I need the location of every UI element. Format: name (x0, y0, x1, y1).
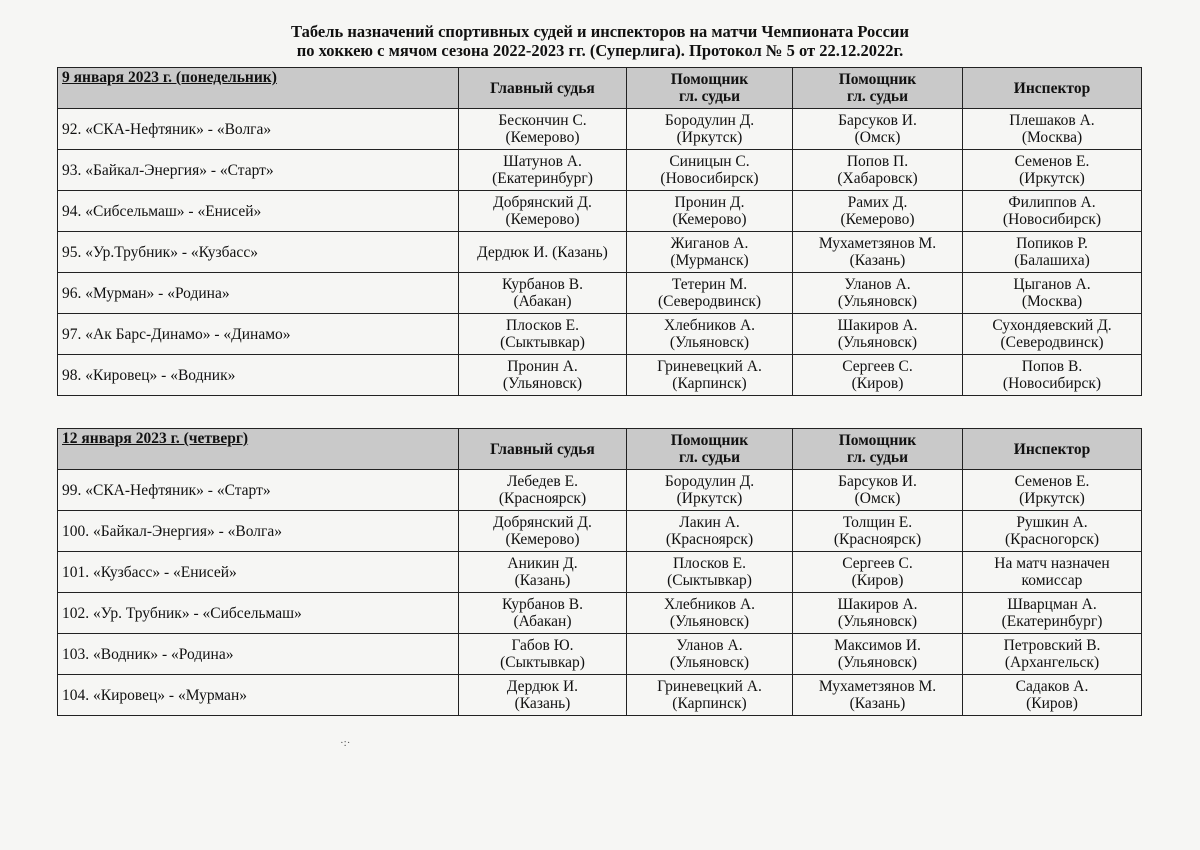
assistant-2-cell: Сергеев С. (Киров) (793, 355, 963, 396)
table-header-row (58, 429, 1142, 470)
schedule-table-day1 (57, 67, 1142, 396)
table-header-row (58, 68, 1142, 109)
main-referee-cell: Габов Ю. (Сыктывкар) (459, 634, 627, 675)
inspector-cell: Филиппов А. (Новосибирск) (963, 191, 1142, 232)
assistant-1-cell: Гриневецкий А. (Карпинск) (627, 675, 793, 716)
match-cell: 102. «Ур. Трубник» - «Сибсельмаш» (58, 593, 459, 634)
table-row (58, 470, 1142, 511)
table-row (58, 109, 1142, 150)
inspector-cell: Садаков А. (Киров) (963, 675, 1142, 716)
assistant-1-cell: Хлебников А. (Ульяновск) (627, 314, 793, 355)
assistant-1-cell: Плосков Е. (Сыктывкар) (627, 552, 793, 593)
assistant-1-cell: Жиганов А. (Мурманск) (627, 232, 793, 273)
assistant-1-cell: Гриневецкий А. (Карпинск) (627, 355, 793, 396)
match-cell: 98. «Кировец» - «Водник» (58, 355, 459, 396)
main-referee-cell: Шатунов А. (Екатеринбург) (459, 150, 627, 191)
assistant-2-cell: Рамих Д. (Кемерово) (793, 191, 963, 232)
header-main-referee: Главный судья (459, 429, 627, 470)
table-row (58, 150, 1142, 191)
inspector-cell: Семенов Е. (Иркутск) (963, 470, 1142, 511)
inspector-cell: Попиков Р. (Балашиха) (963, 232, 1142, 273)
inspector-cell: Цыганов А. (Москва) (963, 273, 1142, 314)
title-line-1: Табель назначений спортивных судей и инспекторов на матчи Чемпионата России (291, 22, 909, 41)
assistant-2-cell: Барсуков И. (Омск) (793, 470, 963, 511)
main-referee-cell: Добрянский Д. (Кемерово) (459, 511, 627, 552)
main-referee-cell: Пронин А. (Ульяновск) (459, 355, 627, 396)
inspector-cell: Плешаков А. (Москва) (963, 109, 1142, 150)
table-row (58, 552, 1142, 593)
assistant-2-cell: Уланов А. (Ульяновск) (793, 273, 963, 314)
assistant-2-cell: Мухаметзянов М. (Казань) (793, 232, 963, 273)
main-referee-cell: Курбанов В. (Абакан) (459, 593, 627, 634)
assistant-1-cell: Тетерин М. (Северодвинск) (627, 273, 793, 314)
assistant-1-cell: Пронин Д. (Кемерово) (627, 191, 793, 232)
header-assistant-2: Помощник гл. судьи (793, 429, 963, 470)
match-cell: 95. «Ур.Трубник» - «Кузбасс» (58, 232, 459, 273)
match-cell: 103. «Водник» - «Родина» (58, 634, 459, 675)
main-referee-cell: Лебедев Е. (Красноярск) (459, 470, 627, 511)
table-row (58, 634, 1142, 675)
table-row (58, 675, 1142, 716)
match-cell: 100. «Байкал-Энергия» - «Волга» (58, 511, 459, 552)
assistant-2-cell: Толщин Е. (Красноярск) (793, 511, 963, 552)
match-cell: 93. «Байкал-Энергия» - «Старт» (58, 150, 459, 191)
match-cell: 104. «Кировец» - «Мурман» (58, 675, 459, 716)
inspector-cell: Семенов Е. (Иркутск) (963, 150, 1142, 191)
assistant-1-cell: Хлебников А. (Ульяновск) (627, 593, 793, 634)
inspector-cell: Петровский В. (Архангельск) (963, 634, 1142, 675)
match-cell: 99. «СКА-Нефтяник» - «Старт» (58, 470, 459, 511)
inspector-cell: Попов В. (Новосибирск) (963, 355, 1142, 396)
assistant-2-cell: Шакиров А. (Ульяновск) (793, 314, 963, 355)
main-referee-cell: Дердюк И. (Казань) (459, 675, 627, 716)
table-row (58, 593, 1142, 634)
main-referee-cell: Плосков Е. (Сыктывкар) (459, 314, 627, 355)
document-title (0, 22, 1200, 60)
date-heading: 9 января 2023 г. (понедельник) (58, 68, 459, 109)
inspector-cell: Сухондяевский Д. (Северодвинск) (963, 314, 1142, 355)
main-referee-cell: Курбанов В. (Абакан) (459, 273, 627, 314)
header-inspector: Инспектор (963, 429, 1142, 470)
assistant-2-cell: Мухаметзянов М. (Казань) (793, 675, 963, 716)
main-referee-cell: Аникин Д. (Казань) (459, 552, 627, 593)
table-row (58, 511, 1142, 552)
schedule-table-day2 (57, 428, 1142, 716)
table-row (58, 355, 1142, 396)
date-heading: 12 января 2023 г. (четверг) (58, 429, 459, 470)
match-cell: 101. «Кузбасс» - «Енисей» (58, 552, 459, 593)
header-assistant-1: Помощник гл. судьи (627, 68, 793, 109)
scan-speck: ·:· (340, 737, 351, 749)
assistant-1-cell: Синицын С. (Новосибирск) (627, 150, 793, 191)
table-row (58, 314, 1142, 355)
assistant-2-cell: Сергеев С. (Киров) (793, 552, 963, 593)
match-cell: 92. «СКА-Нефтяник» - «Волга» (58, 109, 459, 150)
inspector-cell: Шварцман А. (Екатеринбург) (963, 593, 1142, 634)
header-main-referee: Главный судья (459, 68, 627, 109)
table-row (58, 273, 1142, 314)
main-referee-cell: Дердюк И. (Казань) (459, 232, 627, 273)
assistant-2-cell: Барсуков И. (Омск) (793, 109, 963, 150)
assistant-1-cell: Лакин А. (Красноярск) (627, 511, 793, 552)
assistant-1-cell: Уланов А. (Ульяновск) (627, 634, 793, 675)
inspector-cell: На матч назначен комиссар (963, 552, 1142, 593)
match-cell: 96. «Мурман» - «Родина» (58, 273, 459, 314)
table-row (58, 191, 1142, 232)
main-referee-cell: Бескончин С. (Кемерово) (459, 109, 627, 150)
assistant-2-cell: Максимов И. (Ульяновск) (793, 634, 963, 675)
assistant-2-cell: Попов П. (Хабаровск) (793, 150, 963, 191)
title-line-2: по хоккею с мячом сезона 2022-2023 гг. (Суперлига). Протокол № 5 от 22.12.2022г. (296, 41, 904, 60)
match-cell: 94. «Сибсельмаш» - «Енисей» (58, 191, 459, 232)
table-row (58, 232, 1142, 273)
assistant-2-cell: Шакиров А. (Ульяновск) (793, 593, 963, 634)
header-assistant-1: Помощник гл. судьи (627, 429, 793, 470)
match-cell: 97. «Ак Барс-Динамо» - «Динамо» (58, 314, 459, 355)
inspector-cell: Рушкин А. (Красногорск) (963, 511, 1142, 552)
assistant-1-cell: Бородулин Д. (Иркутск) (627, 470, 793, 511)
assistant-1-cell: Бородулин Д. (Иркутск) (627, 109, 793, 150)
header-assistant-2: Помощник гл. судьи (793, 68, 963, 109)
main-referee-cell: Добрянский Д. (Кемерово) (459, 191, 627, 232)
header-inspector: Инспектор (963, 68, 1142, 109)
